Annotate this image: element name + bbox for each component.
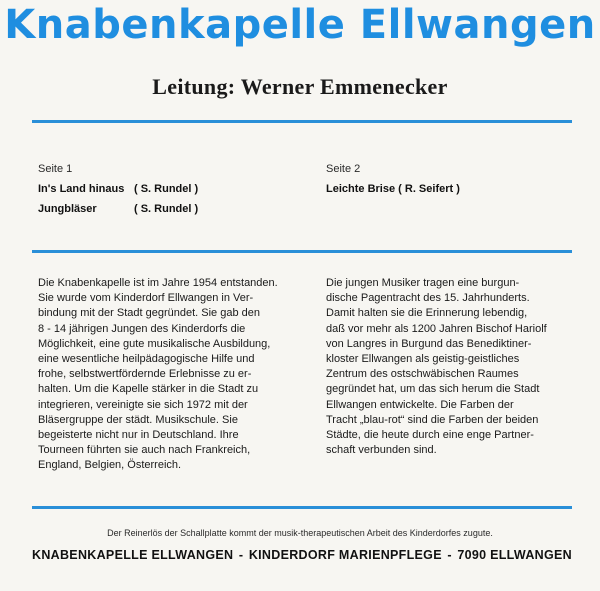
track-title: Leichte Brise [326,183,396,195]
divider-rule-middle [32,250,572,253]
track-composer: ( S. Rundel ) [134,183,199,195]
track-title: In's Land hinaus [38,183,125,195]
footer-separator: - [238,548,244,562]
side-2-label: Seite 2 [326,163,361,175]
track-composer: ( R. Seifert ) [398,183,460,195]
proceeds-note: Der Reinerlös der Schallplatte kommt der musik-therapeutischen Arbeit des Kinderdorfes zugute. [107,528,493,538]
history-paragraph: Die Knabenkapelle ist im Jahre 1954 entstanden. Sie wurde vom Kinderdorf Ellwangen in Ver- bindung mit der Stadt gegründet. Sie gab den 8 - 14 jährigen Jungen des Kinderdorfs die Möglichkeit, eine gute musikalische Ausbildung, eine wesentliche heilpädagogische Hilfe und frohe, selbstwertfördernde Erlebnisse zu er- halten. Um die Kapelle stärker in die Stadt zu integrieren, vereinigte sie sich 1972 mit der Bläsergruppe der städt. Musikschule. Sie begeisterte nicht nur in Deutschland. Ihre Tourneen führten sie auch nach Frankreich, England, Belgien, Österreich. [38,277,278,472]
track-row [326,182,460,196]
side-1-tracklist [38,162,198,222]
track-row [38,202,198,216]
track-title: Jungbläser [38,203,97,215]
band-title: Knabenkapelle Ellwangen [4,2,596,48]
divider-rule-top [32,120,572,123]
footer-city: 7090 ELLWANGEN [457,548,572,562]
footer-credits [32,548,572,562]
divider-rule-bottom [32,506,572,509]
costume-paragraph: Die jungen Musiker tragen eine burgun- dische Pagentracht des 15. Jahrhunderts. Damit halten sie die Erinnerung lebendig, daß vor mehr als 1200 Jahren Bischof Hariolf von Langres in Burgund das Benediktiner- kloster Ellwangen als geistig-geistliches Zentrum des ostschwäbischen Raumes gegründet hat, um das sich herum die Stadt Ellwangen entwickelte. Die Farben der Tracht „blau-rot“ sind die Farben der beiden Städte, die heute durch eine enge Partner- schaft verbunden sind. [326,277,547,457]
footer-band: KNABENKAPELLE ELLWANGEN [32,548,234,562]
track-composer: ( S. Rundel ) [134,203,199,215]
side-1-label: Seite 1 [38,163,73,175]
conductor-line: Leitung: Werner Emmenecker [152,74,448,99]
footer-separator: - [447,548,452,562]
track-row [38,182,198,196]
side-2-tracklist [326,162,460,202]
footer-organization: KINDERDORF MARIENPFLEGE [248,548,442,562]
